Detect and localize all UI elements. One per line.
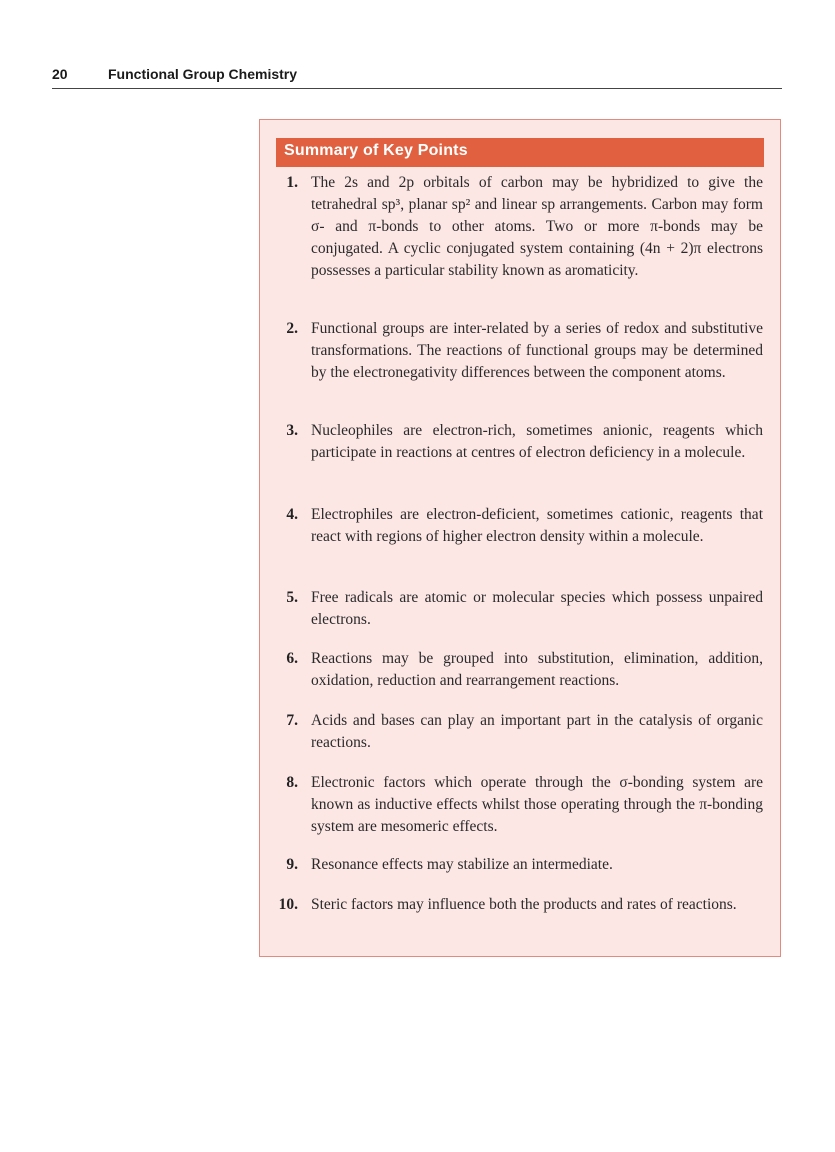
summary-banner [276, 138, 764, 167]
point-text: Acids and bases can play an important part in the catalysis of organic reactions. [311, 712, 763, 751]
point-number: 10. [278, 896, 298, 913]
point-text: Resonance effects may stabilize an intermediate. [311, 856, 613, 873]
point-text: Steric factors may influence both the products and rates of reactions. [311, 896, 737, 913]
point-number: 6. [286, 650, 298, 667]
header-rule [52, 88, 782, 89]
point-number: 2. [286, 320, 298, 337]
point-text: Reactions may be grouped into substitution, elimination, addition, oxidation, reduction and rearrangement reactions. [311, 650, 763, 689]
point-number: 5. [286, 589, 298, 606]
running-title: Functional Group Chemistry [108, 66, 298, 82]
point-number: 4. [286, 506, 298, 523]
point-text: Nucleophiles are electron-rich, sometimes anionic, reagents which participate in reactions at centres of electron deficiency in a molecule. [311, 422, 763, 461]
point-text: The 2s and 2p orbitals of carbon may be hybridized to give the tetrahedral sp³, planar sp² and linear sp arrangements. Carbon may form σ- and π-bonds to other atoms. Two or more π-bonds may be conjugated. A cyclic conjugated system containing (4n + 2)π electrons possesses a particular stability known as aromaticity. [311, 174, 763, 279]
point-number: 9. [286, 856, 298, 873]
point-number: 7. [286, 712, 298, 729]
point-text: Functional groups are inter-related by a series of redox and substitutive transformations. The reactions of functional groups may be determined by the electronegativity differences between the component atoms. [311, 320, 763, 381]
point-number: 8. [286, 774, 298, 791]
point-number: 1. [286, 174, 298, 191]
point-text: Electronic factors which operate through the σ-bonding system are known as inductive effects whilst those operating through the π-bonding system are mesomeric effects. [311, 774, 763, 835]
point-text: Free radicals are atomic or molecular species which possess unpaired electrons. [311, 589, 763, 628]
running-head [52, 63, 782, 83]
point-number: 3. [286, 422, 298, 439]
summary-box [259, 119, 781, 957]
summary-title: Summary of Key Points [284, 142, 468, 159]
point-text: Electrophiles are electron-deficient, sometimes cationic, reagents that react with regions of higher electron density within a molecule. [311, 506, 763, 545]
page-number: 20 [52, 66, 68, 82]
